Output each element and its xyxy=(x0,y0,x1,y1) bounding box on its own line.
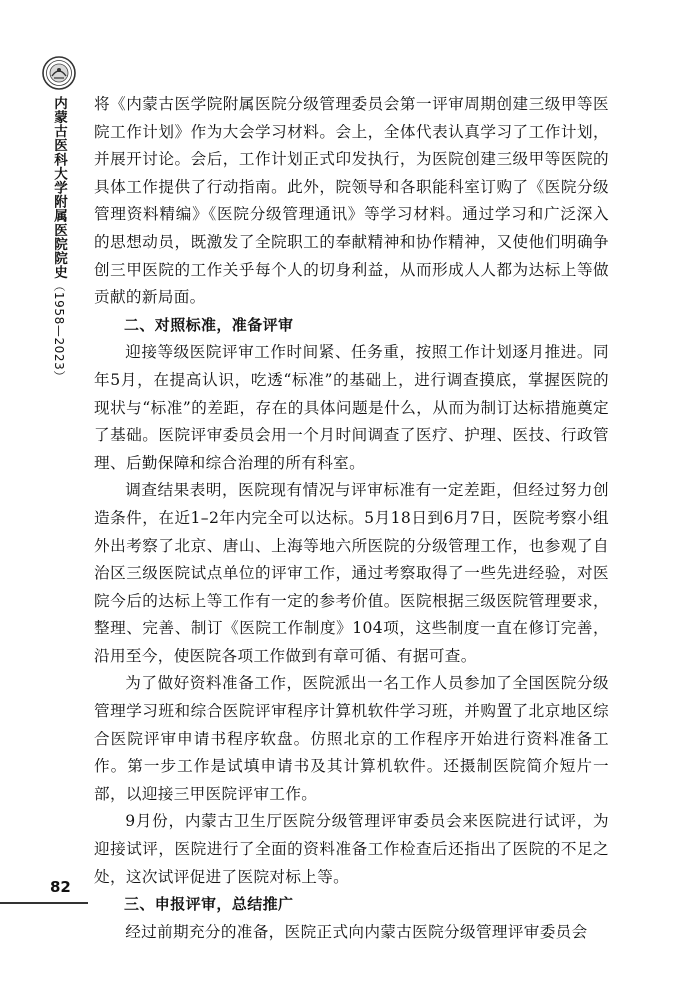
university-seal-icon xyxy=(42,56,76,90)
book-title-vertical xyxy=(48,96,70,383)
paragraph-2: 迎接等级医院评审工作时间紧、任务重，按照工作计划逐月推进。同年5月，在提高认识，吃透“标准”的基础上，进行调查摸底，掌握医院的现状与“标准”的差距，存在的具体问题是什么，从而为制订达标措施奠定了基础。医院评审委员会用一个月时间调查了医疗、护理、医技、行政管理、后勤保障和综合治理的所有科室。 xyxy=(94,343,609,472)
paragraph-5: 9月份，内蒙古卫生厅医院分级管理评审委员会来医院进行试评，为迎接试评，医院进行了全面的资料准备工作检查后还指出了医院的不足之处，这次试评促进了医院对标上等。 xyxy=(94,812,609,886)
body-text xyxy=(94,91,609,946)
running-header-sidebar xyxy=(36,56,82,436)
paragraph-1: 将《内蒙古医学院附属医院分级管理委员会第一评审周期创建三级甲等医院工作计划》作为大会学习材料。会上，全体代表认真学习了工作计划，并展开讨论。会后，工作计划正式印发执行，为医院创建三级甲等医院的具体工作提供了行动指南。此外，院领导和各职能科室订购了《医院分级管理资料精编》《医院分级管理通讯》等学习材料。通过学习和广泛深入的思想动员，既激发了全院职工的奉献精神和协作精神，又使他们明确争创三甲医院的工作关乎每个人的切身利益，从而形成人人都为达标上等做贡献的新局面。 xyxy=(94,95,609,307)
paragraph-4: 为了做好资料准备工作，医院派出一名工作人员参加了全国医院分级管理学习班和综合医院评审程序计算机软件学习班，并购置了北京地区综合医院评审申请书程序软盘。仿照北京的工作程序开始进行资料准备工作。第一步工作是试填申请书及其计算机软件。还摄制医院简介短片一部，以迎接三甲医院评审工作。 xyxy=(94,674,609,803)
section-heading-3: 三、申报评审，总结推广 xyxy=(124,895,294,914)
paragraph-3: 调查结果表明，医院现有情况与评审标准有一定差距，但经过努力创造条件，在近1–2年内完全可以达标。5月18日到6月7日，医院考察小组外出考察了北京、唐山、上海等地六所医院的分级管理工作，也参观了自治区三级医院试点单位的评审工作，通过考察取得了一些先进经验，对医院今后的达标上等工作有一定的参考价值。医院根据三级医院管理要求，整理、完善、制订《医院工作制度》104项，这些制度一直在修订完善，沿用至今，使医院各项工作做到有章可循、有据可查。 xyxy=(94,481,609,665)
paragraph-6: 经过前期充分的准备，医院正式向内蒙古医院分级管理评审委员会 xyxy=(125,922,588,941)
book-title-text: 内蒙古医科大学附属医院院史 xyxy=(51,96,67,280)
book-title-years: （1958—2023） xyxy=(52,279,66,383)
page-number: 82 xyxy=(50,878,71,896)
section-heading-2: 二、对照标准，准备评审 xyxy=(124,315,294,334)
footer-divider xyxy=(0,902,88,904)
